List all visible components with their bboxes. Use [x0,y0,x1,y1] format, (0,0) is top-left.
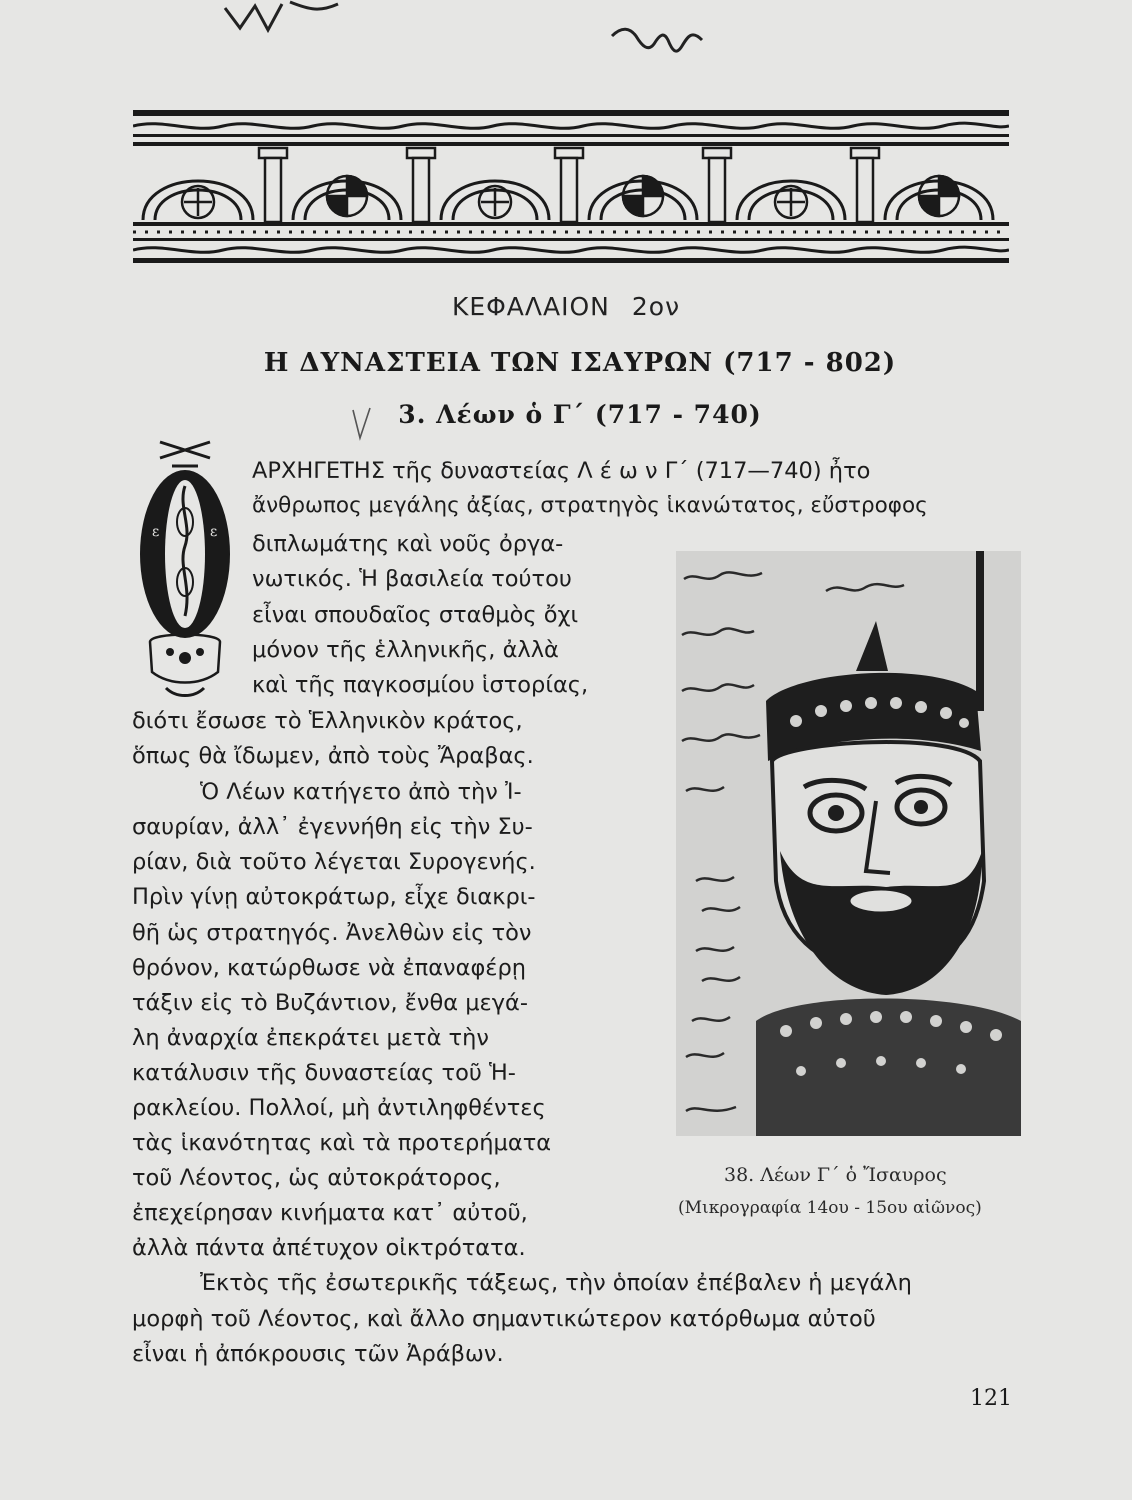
svg-text:ε: ε [152,524,160,540]
figure-caption-title: 38. Λέων Γ΄ ὁ Ἴσαυρος [724,1164,947,1186]
body-line: νωτικός. Ἡ βασιλεία τούτου [252,566,572,592]
body-line: Ἐκτὸς τῆς ἐσωτερικῆς τάξεως, τὴν ὁποίαν ἐπέβαλεν ἡ μεγάλη [200,1270,912,1296]
svg-text:ε: ε [210,524,218,540]
page-number: 121 [970,1386,1012,1411]
body-line: τοῦ Λέοντος, ὡς αὐτοκράτορος, [132,1165,501,1191]
section-heading: 3. Λέων ὁ Γ΄ (717 - 740) [398,400,762,429]
body-line: ρακλείου. Πολλοί, μὴ ἀντιληφθέντες [132,1095,546,1121]
chapter-title: Η ΔΥΝΑΣΤΕΙΑ ΤΩΝ ΙΣΑΥΡΩΝ (717 - 802) [263,348,897,378]
body-line: διότι ἔσωσε τὸ Ἑλληνικὸν κράτος, [132,708,523,734]
body-line: εἶναι ἡ ἀπόκρουσις τῶν Ἀράβων. [132,1341,504,1367]
body-line: τάξιν εἰς τὸ Βυζάντιον, ἔνθα μεγά- [132,990,528,1016]
body-line: ἐπεχείρησαν κινήματα κατ᾿ αὐτοῦ, [132,1200,528,1226]
body-line: ΑΡΧΗΓΕΤΗΣ τῆς δυναστείας Λ έ ω ν Γ΄ (717—740) ἦτο [252,458,871,484]
body-line: μόνον τῆς ἑλληνικῆς, ἀλλὰ [252,637,559,663]
handwritten-scribble-right [608,22,708,66]
body-line: ὅπως θὰ ἴδωμεν, ἀπὸ τοὺς Ἄραβας. [132,743,534,769]
body-line: Ὁ Λέων κατήγετο ἀπὸ τὴν Ἰ- [200,779,522,805]
body-line: διπλωμάτης καὶ νοῦς ὀργα- [252,531,564,557]
decorated-initial [130,436,240,706]
body-line: κατάλυσιν τῆς δυναστείας τοῦ Ἡ- [132,1060,516,1086]
body-line: θρόνον, κατώρθωσε νὰ ἐπαναφέρῃ [132,955,527,981]
body-line: καὶ τῆς παγκοσμίου ἱστορίας, [252,672,589,698]
body-line: ρίαν, διὰ τοῦτο λέγεται Συρογενής. [132,849,536,875]
chapter-ordinal: 2ον [631,292,681,321]
body-line: σαυρίαν, ἀλλ᾿ ἐγεννήθη εἰς τὴν Συ- [132,814,533,840]
body-line: εἶναι σπουδαῖος σταθμὸς ὄχι [252,602,579,628]
chapter-label: ΚΕΦΑΛΑΙΟΝ [451,292,610,321]
chapter-heading [0,292,1132,321]
body-line: Πρὶν γίνῃ αὐτοκράτωρ, εἶχε διακρι- [132,884,536,910]
handwritten-scribble-left [220,0,360,40]
ornamental-frieze [133,108,1009,264]
body-line: ἄνθρωπος μεγάλης ἀξίας, στρατηγὸς ἱκανώτατος, εὔστροφος [252,493,928,518]
body-line: λη ἀναρχία ἐπεκράτει μετὰ τὴν [132,1025,489,1051]
body-line: θῆ ὡς στρατηγός. Ἀνελθὼν εἰς τὸν [132,920,532,946]
body-line: μορφὴ τοῦ Λέοντος, καὶ ἄλλο σημαντικώτερον κατόρθωμα αὐτοῦ [132,1306,876,1332]
body-line: τὰς ἱκανότητας καὶ τὰ προτερήματα [132,1130,552,1156]
body-line: ἀλλὰ πάντα ἀπέτυχον οἰκτρότατα. [132,1235,526,1261]
figure-caption-detail: (Μικρογραφία 14ου - 15ου αἰῶνος) [678,1198,982,1218]
leo-iii-portrait-image [676,551,1021,1136]
